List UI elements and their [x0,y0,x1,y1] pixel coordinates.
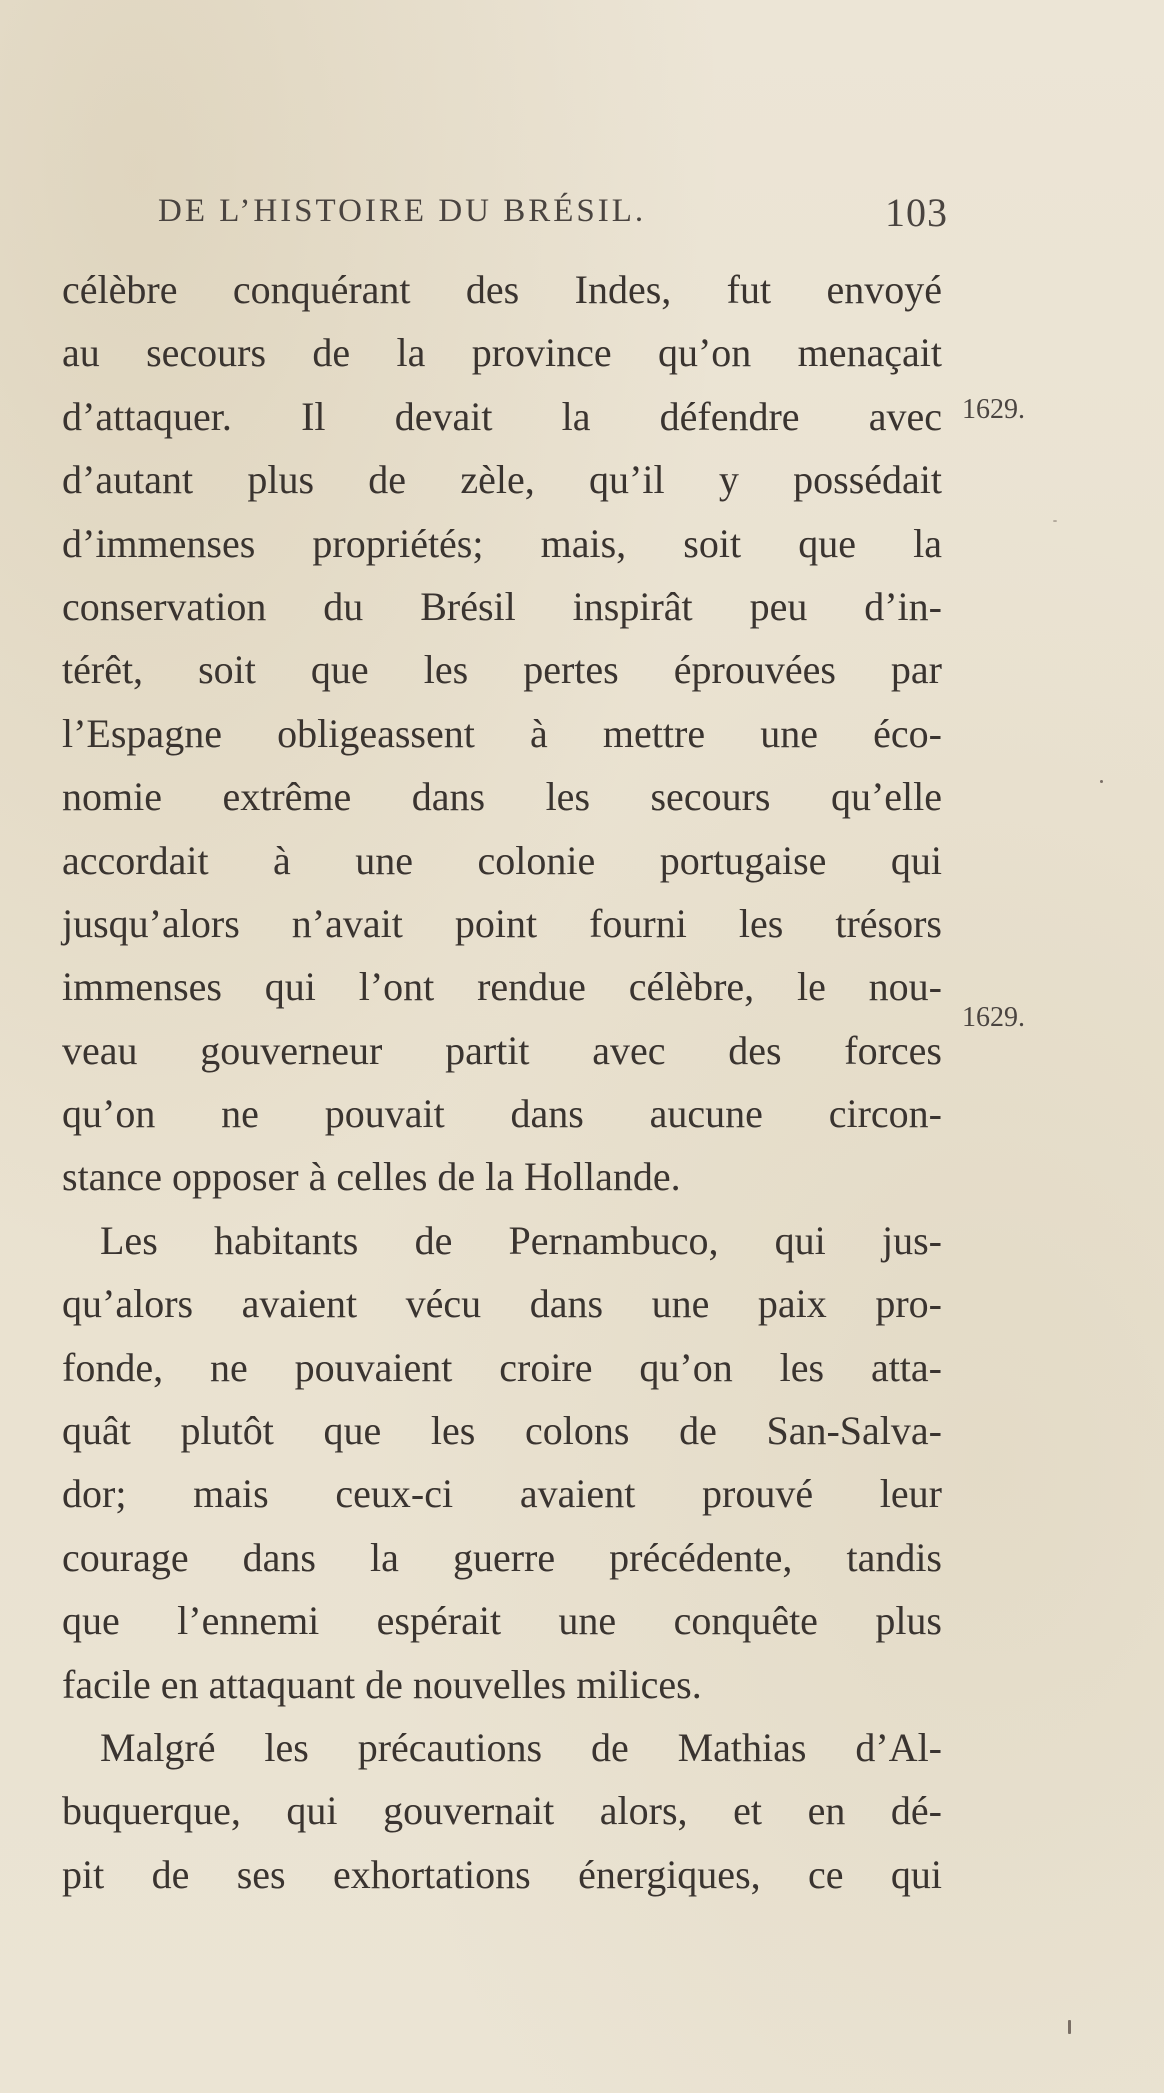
running-head [158,190,948,245]
body-text [62,258,942,1906]
text-line: veau gouverneur partit avec des forces [62,1027,942,1073]
text-line: conservation du Brésil inspirât peu d’in- [62,583,942,629]
margin-date-note: 1629. [962,1002,1025,1033]
text-line: pit de ses exhortations énergiques, ce qui [62,1851,942,1897]
text-line: d’immenses propriétés; mais, soit que la [62,520,942,566]
text-line: quât plutôt que les colons de San-Salva- [62,1408,942,1454]
text-line: jusqu’alors n’avait point fourni les trésors [62,900,942,946]
paragraph-start-line: Malgré les précautions de Mathias d’Al- [100,1724,942,1770]
paragraph-end-line: stance opposer à celles de la Hollande. [62,1154,681,1200]
paragraph-start-line: Les habitants de Pernambuco, qui jus- [100,1217,942,1263]
text-line: courage dans la guerre précédente, tandis [62,1534,942,1580]
text-line: dor; mais ceux-ci avaient prouvé leur [62,1471,942,1517]
paper-speck [1100,780,1103,783]
text-line: immenses qui l’ont rendue célèbre, le nou- [62,964,942,1010]
running-title: DE L’HISTOIRE DU BRÉSIL. [158,193,647,229]
margin-date-note: 1629. [962,394,1025,425]
text-line: qu’on ne pouvait dans aucune circon- [62,1091,942,1137]
text-line: d’attaquer. Il devait la défendre avec [62,393,942,439]
text-line: l’Espagne obligeassent à mettre une éco- [62,710,942,756]
paper-speck [1053,520,1057,522]
text-line: fonde, ne pouvaient croire qu’on les atta- [62,1344,942,1390]
text-line: d’autant plus de zèle, qu’il y possédait [62,457,942,503]
text-line: nomie extrême dans les secours qu’elle [62,774,942,820]
text-line: que l’ennemi espérait une conquête plus [62,1598,942,1644]
text-line: au secours de la province qu’on menaçait [62,330,942,376]
text-line: térêt, soit que les pertes éprouvées par [62,647,942,693]
text-line: buquerque, qui gouvernait alors, et en dé- [62,1788,942,1834]
page-number: 103 [885,190,948,235]
text-line: qu’alors avaient vécu dans une paix pro- [62,1281,942,1327]
paper-speck [1068,2020,1071,2034]
text-line: célèbre conquérant des Indes, fut envoyé [62,267,942,312]
paragraph-end-line: facile en attaquant de nouvelles milices. [62,1661,702,1707]
text-line: accordait à une colonie portugaise qui [62,837,942,883]
